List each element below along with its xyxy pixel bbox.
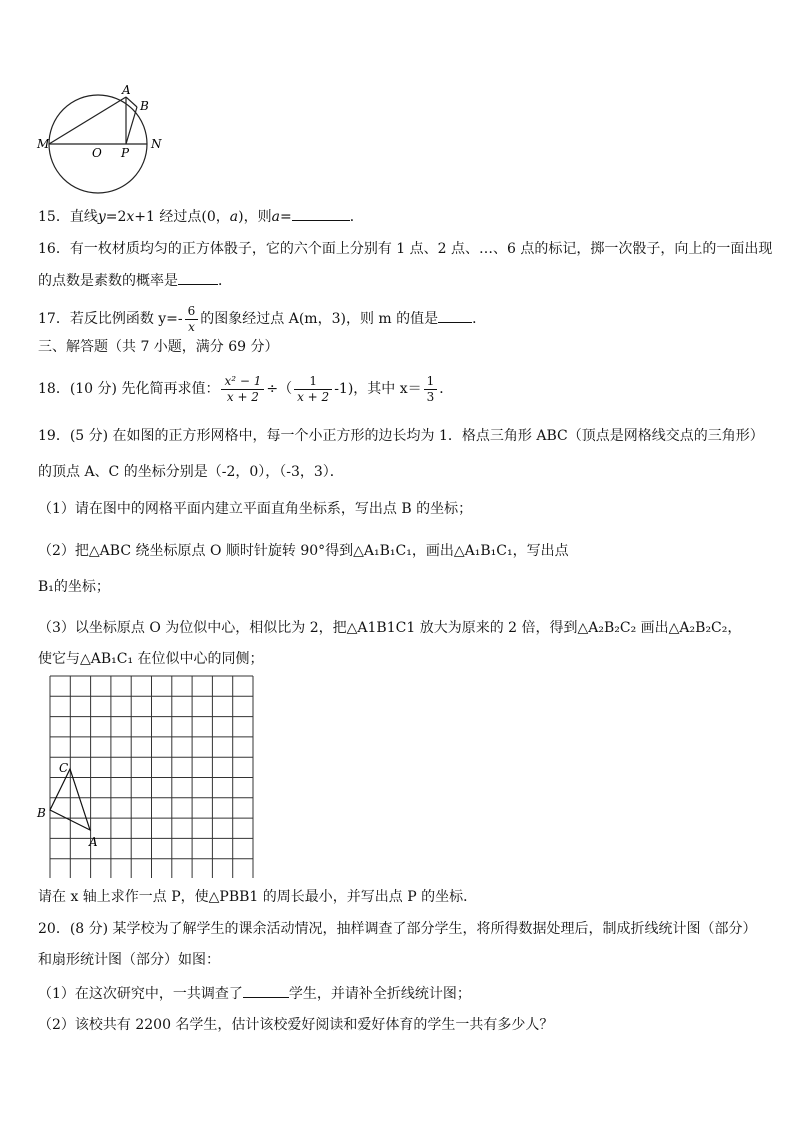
question-19-part3-a: （3）以坐标原点 O 为位似中心，相似比为 2，把△A1B1C1 放大为原来的 2 倍，得到△A₂B₂C₂ 画出△A₂B₂C₂， — [38, 620, 742, 636]
q17-fraction — [185, 304, 199, 335]
section-3-title: 三、解答题（共 7 小题，满分 69 分） — [38, 339, 279, 355]
q16-text: 的点数是素数的概率是 — [38, 273, 178, 289]
q15-var-a2: a — [271, 209, 280, 225]
q18-fraction-3 — [424, 374, 438, 405]
q18-f2-den: x + 2 — [297, 389, 330, 404]
q17-answer-blank[interactable] — [438, 308, 472, 323]
grid-lines — [50, 676, 253, 878]
grid-label-a: A — [89, 835, 98, 849]
q17-end: ． — [472, 311, 487, 327]
grid-label-c: C — [59, 761, 69, 775]
q16-end: ． — [218, 273, 232, 289]
q18-end: ． — [439, 381, 454, 397]
question-17 — [38, 302, 486, 336]
question-20-part1 — [38, 983, 471, 1003]
question-19-part1: （1）请在图中的网格平面内建立平面直角坐标系，写出点 B 的坐标； — [38, 501, 473, 517]
q15-text: 直线 — [69, 209, 98, 225]
q15-end: ． — [349, 209, 364, 225]
label-m: M — [37, 137, 50, 151]
q18-minus: -1)，其中 x＝ — [334, 381, 422, 397]
q18-f1-num: x² − 1 — [221, 374, 264, 390]
question-19-part2-a: （2）把△ABC 绕坐标原点 O 顺时针旋转 90°得到△A₁B₁C₁，画出△A₁B₁C₁，写出点 — [38, 543, 569, 559]
q18-f1-den: x + 2 — [226, 389, 259, 404]
q20-p1-post: 学生，并请补全折线统计图； — [288, 986, 471, 1002]
q17-post: 的图象经过点 A(m，3)，则 m 的值是 — [200, 311, 439, 327]
q18-div: ÷（ — [266, 381, 293, 397]
question-18 — [38, 370, 453, 408]
question-19-line1: 19．(5 分) 在如图的正方形网格中，每一个小正方形的边长均为 1．格点三角形 ABC（顶点是网格线交点的三角形） — [38, 428, 764, 444]
q20-answer-blank[interactable] — [243, 983, 289, 998]
q18-fraction-1 — [221, 374, 264, 405]
q18-f2-num: 1 — [294, 374, 332, 390]
q17-frac-num: 6 — [185, 304, 199, 320]
q15-var-a1: a — [229, 209, 239, 225]
question-16-line1: 16．有一枚材质均匀的正方体骰子，它的六个面上分别有 1 点、2 点、…、6 点的标记，掷一次骰子，向上的一面出现 — [38, 241, 773, 257]
q15-answer-blank[interactable] — [292, 206, 350, 221]
q15-number: 15． — [38, 209, 70, 225]
q18-pre: 18．(10 分) 先化简再求值： — [38, 381, 220, 397]
q16-answer-blank[interactable] — [178, 270, 218, 285]
q18-fraction-2 — [294, 374, 332, 405]
circle-figure — [34, 84, 174, 194]
q18-f3-num: 1 — [424, 374, 438, 390]
q15-plus: +1 经过点(0， — [134, 209, 230, 225]
q17-pre: 17．若反比例函数 y=- — [38, 311, 183, 327]
q20-p1-pre: （1）在这次研究中，一共调查了 — [38, 986, 243, 1002]
q15-close: )，则 — [238, 209, 272, 225]
q17-frac-den: x — [188, 319, 195, 334]
question-19-part3-b: 使它与△AB₁C₁ 在位似中心的同侧； — [38, 651, 264, 667]
question-16-line2 — [38, 270, 232, 290]
grid-label-b: B — [37, 806, 46, 820]
chord-ma — [49, 97, 126, 144]
q15-var-x: x — [126, 209, 135, 225]
q15-eq: =2 — [105, 209, 127, 225]
square-grid-figure — [34, 672, 256, 878]
question-20-part2: （2）该校共有 2200 名学生，估计该校爱好阅读和爱好体育的学生一共有多少人？ — [38, 1017, 554, 1033]
question-19-line2: 的顶点 A、C 的坐标分别是（-2，0），（-3，3）． — [38, 464, 344, 480]
label-a: A — [122, 84, 131, 97]
question-19-part2-b: B₁的坐标； — [38, 579, 110, 595]
label-n: N — [151, 137, 162, 151]
question-19-after: 请在 x 轴上求作一点 P，使△PBB1 的周长最小，并写出点 P 的坐标． — [38, 889, 478, 905]
q15-var-y: y — [97, 209, 106, 225]
q18-f3-den: 3 — [426, 389, 435, 404]
segment-pb — [126, 107, 137, 144]
question-20-line1: 20．(8 分) 某学校为了解学生的课余活动情况，抽样调查了部分学生，将所得数据处理后，制成折线统计图（部分） — [38, 921, 757, 937]
label-b: B — [140, 99, 149, 113]
q15-eq2: = — [279, 209, 292, 225]
question-15 — [38, 206, 364, 226]
label-o: O — [92, 146, 102, 160]
question-20-line2: 和扇形统计图（部分）如图： — [38, 952, 220, 968]
label-p: P — [121, 146, 130, 160]
